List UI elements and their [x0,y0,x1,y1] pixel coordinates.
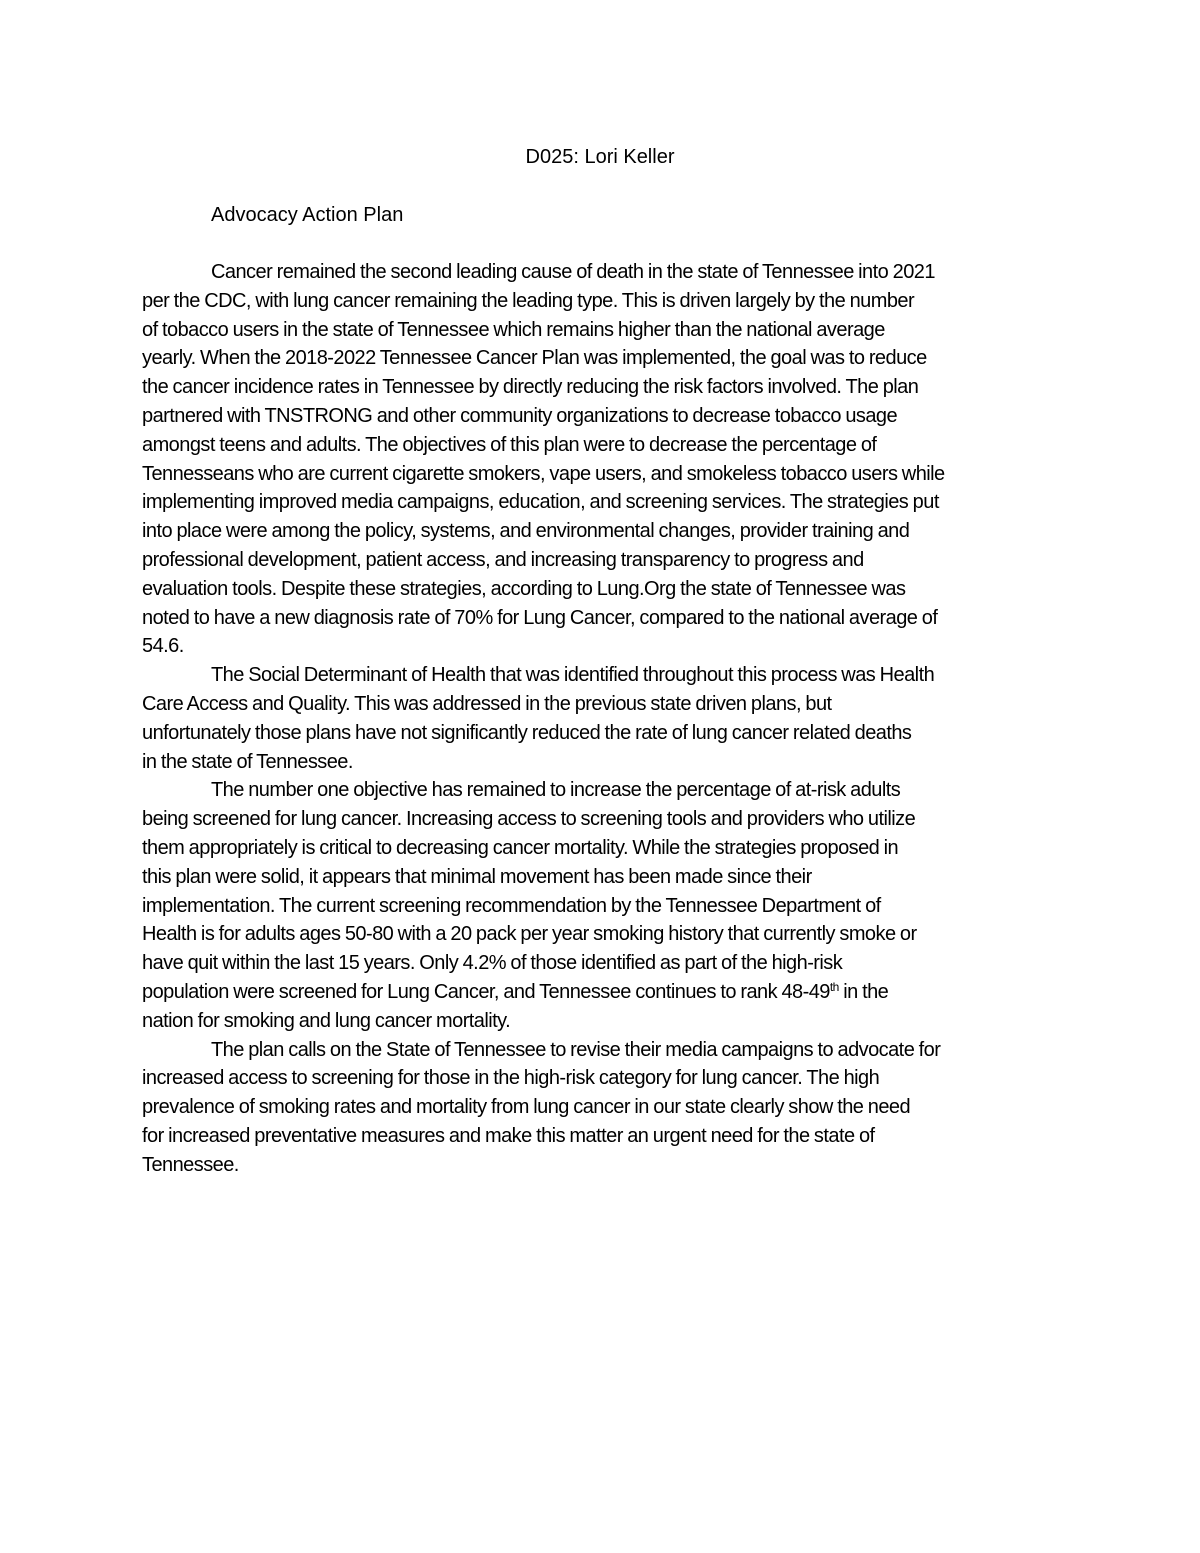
text-line: noted to have a new diagnosis rate of 70% for Lung Cancer, compared to the national average of [142,606,938,629]
text-line: amongst teens and adults. The objectives of this plan were to decrease the percentage of [142,433,877,456]
text-line: them appropriately is critical to decreasing cancer mortality. While the strategies proposed in [142,836,899,859]
text-line: 54.6. [142,635,184,658]
text-line: prevalence of smoking rates and mortality from lung cancer in our state clearly show the need [142,1096,911,1119]
text-line: implementing improved media campaigns, education, and screening services. The strategies put [142,491,939,514]
text-line: Tennessee. [142,1153,239,1176]
text-line: per the CDC, with lung cancer remaining the leading type. This is driven largely by the number [142,289,915,312]
text-line: the cancer incidence rates in Tennessee by directly reducing the risk factors involved. The plan [142,376,919,399]
text-line: for increased preventative measures and make this matter an urgent need for the state of [142,1124,875,1147]
text-line: of tobacco users in the state of Tennessee which remains higher than the national average [142,318,885,341]
paragraph-3 [142,776,1062,1035]
paragraph-2 [142,661,1062,776]
text-line: The Social Determinant of Health that was identified throughout this process was Health [211,664,935,687]
rank-line-after: in the [838,980,889,1003]
text-line: into place were among the policy, systems, and environmental changes, provider training and [142,520,910,543]
rank-line [142,978,1062,1007]
text-line: have quit within the last 15 years. Only 4.2% of those identified as part of the high-risk [142,952,843,975]
rank-line-before: population were screened for Lung Cancer, and Tennessee continues to rank 48-49 [142,980,830,1003]
ordinal-superscript: th [829,979,839,994]
text-line: evaluation tools. Despite these strategies, according to Lung.Org the state of Tennessee was [142,577,906,600]
text-line: nation for smoking and lung cancer mortality. [142,1009,511,1032]
text-line: partnered with TNSTRONG and other community organizations to decrease tobacco usage [142,404,898,427]
text-line: Health is for adults ages 50-80 with a 20 pack per year smoking history that currently smoke or [142,923,917,946]
text-line: being screened for lung cancer. Increasing access to screening tools and providers who utilize [142,808,916,831]
text-line: implementation. The current screening recommendation by the Tennessee Department of [142,894,881,917]
text-line: The number one objective has remained to increase the percentage of at-risk adults [211,779,901,802]
document-body [142,258,1062,1180]
paragraph-4 [142,1036,1062,1180]
text-line: increased access to screening for those in the high-risk category for lung cancer. The high [142,1067,880,1090]
text-line: professional development, patient access, and increasing transparency to progress and [142,548,864,571]
document-header: D025: Lori Keller [525,146,675,168]
text-line: unfortunately those plans have not significantly reduced the rate of lung cancer related deaths [142,721,912,744]
text-line: in the state of Tennessee. [142,750,353,773]
paragraph-1 [142,258,1062,661]
text-line: Care Access and Quality. This was addressed in the previous state driven plans, but [142,692,832,715]
text-line: Cancer remained the second leading cause of death in the state of Tennessee into 2021 [211,261,935,283]
text-line: this plan were solid, it appears that minimal movement has been made since their [142,865,812,888]
text-line: Tennesseans who are current cigarette smokers, vape users, and smokeless tobacco users while [142,462,945,485]
text-line: The plan calls on the State of Tennessee to revise their media campaigns to advocate for [211,1038,941,1061]
text-line: yearly. When the 2018-2022 Tennessee Cancer Plan was implemented, the goal was to reduce [142,347,927,370]
document-title: Advocacy Action Plan [211,204,404,226]
